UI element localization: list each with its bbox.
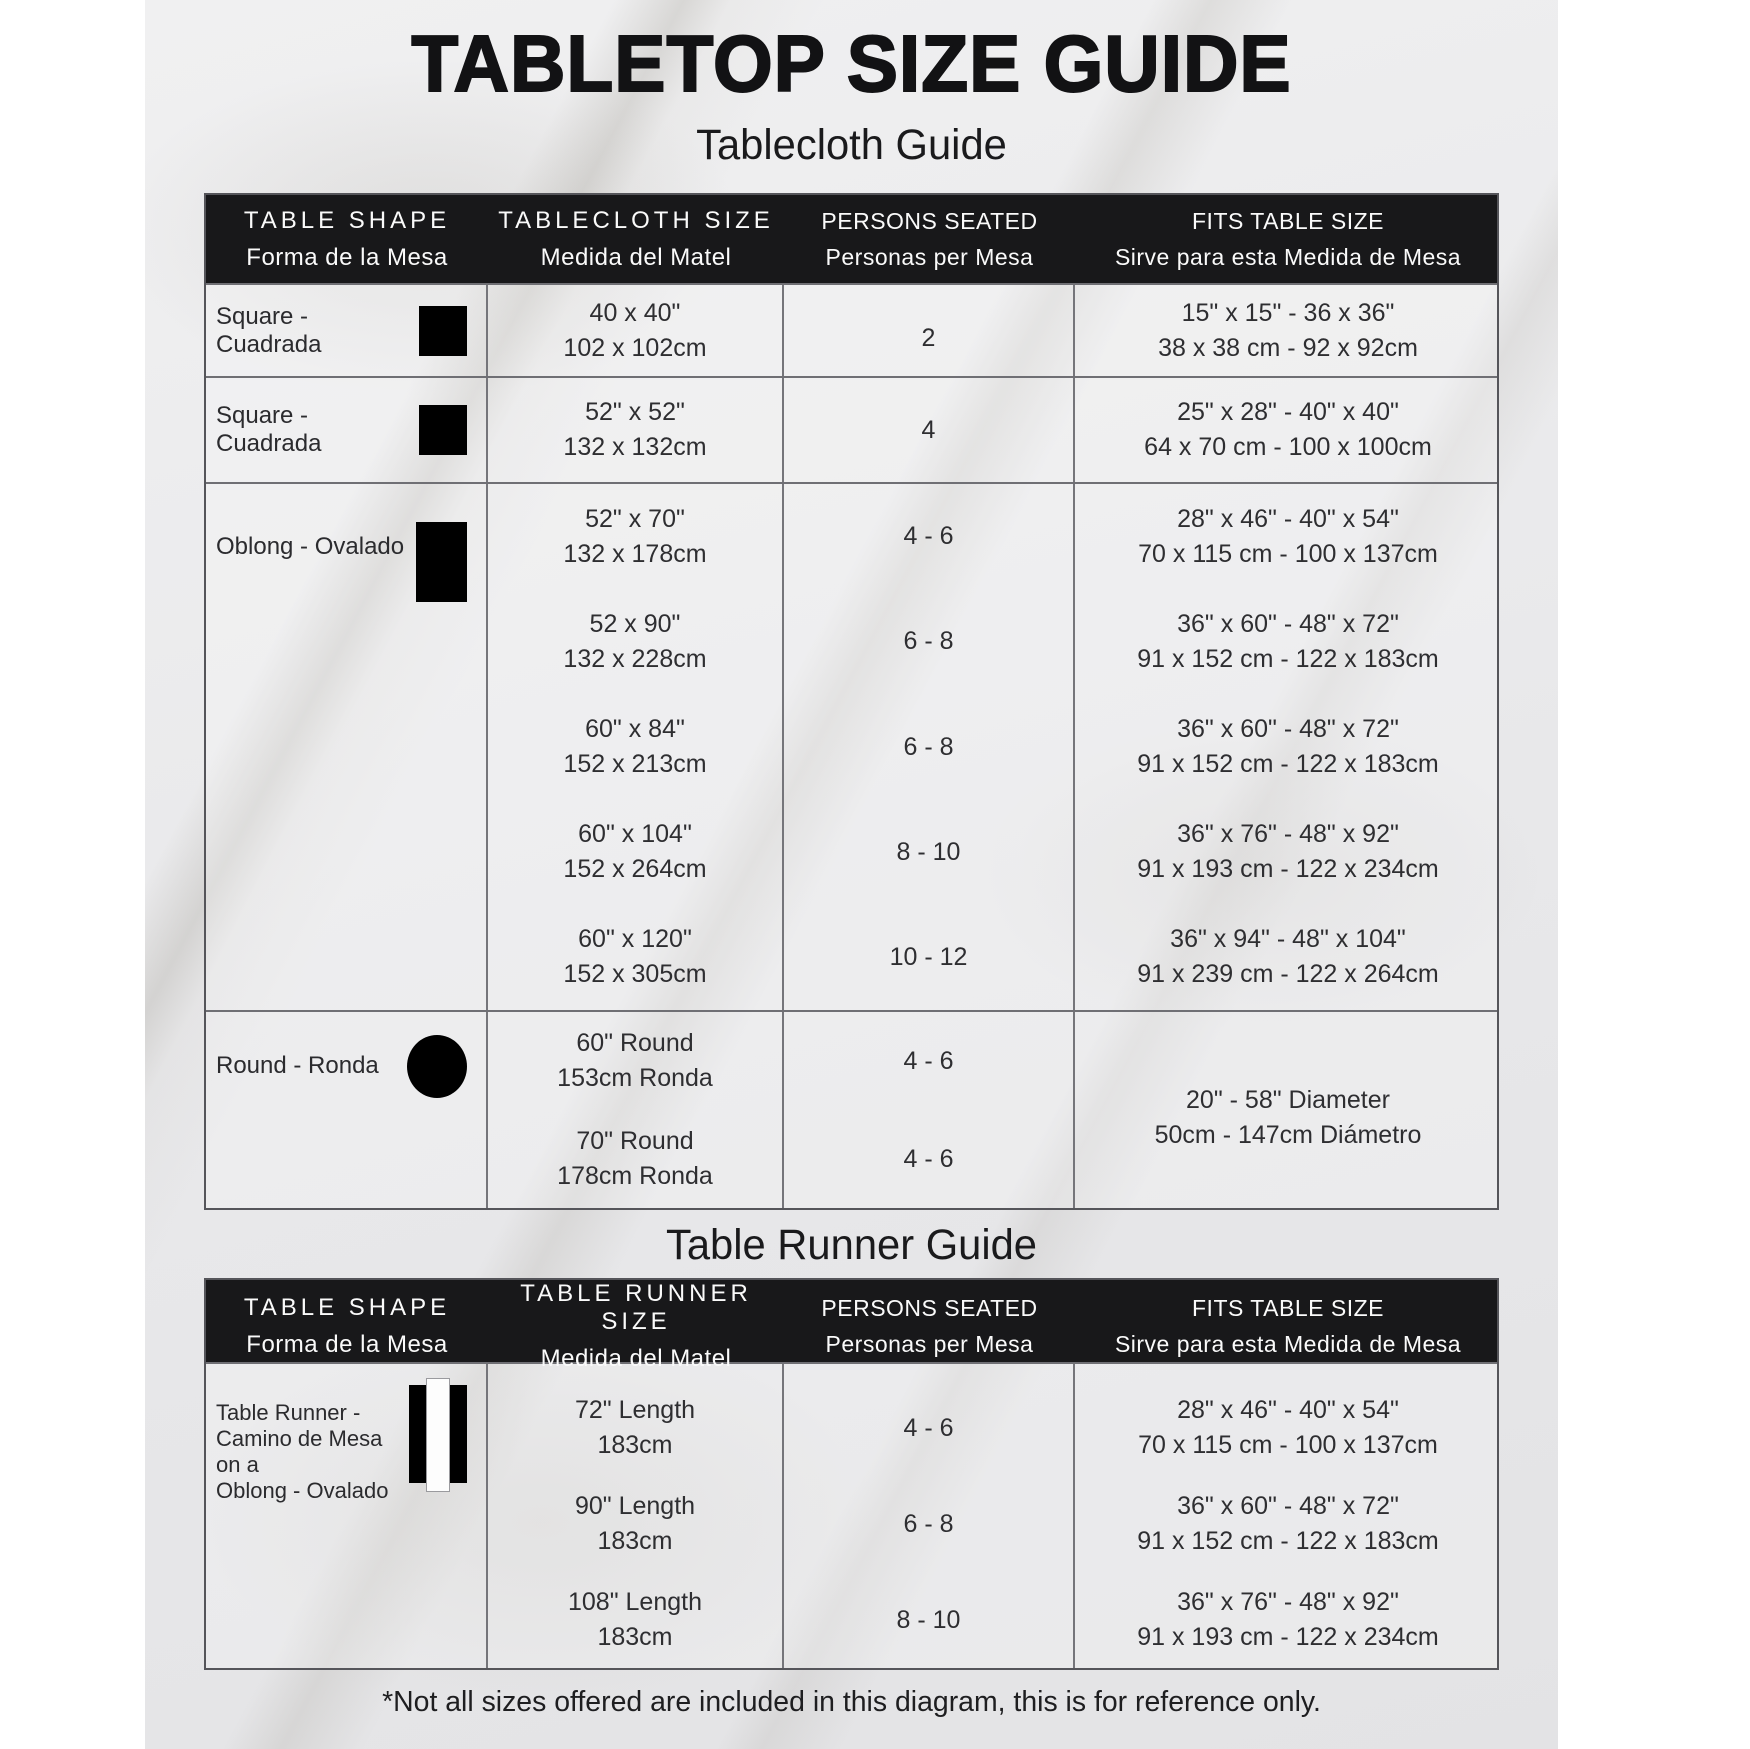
header-persons-seated-en: PERSONS SEATED <box>821 1295 1038 1321</box>
fits-inches: 28" x 46" - 40" x 54" <box>1177 1396 1399 1424</box>
fits-cell <box>1075 1364 1501 1668</box>
size-cm: 183cm <box>597 1527 673 1555</box>
size-inches: 60" Round <box>576 1029 694 1057</box>
size-cell <box>488 1012 784 1208</box>
tablecloth-guide-table <box>204 193 1499 1210</box>
size-cm: 132 x 178cm <box>563 539 707 568</box>
shape-label: Square - Cuadrada <box>216 302 322 358</box>
fits-cell <box>1075 1012 1501 1208</box>
header-tablecloth-size <box>488 195 784 283</box>
fits-cm: 91 x 152 cm - 122 x 183cm <box>1137 644 1439 673</box>
header-table-runner-size <box>488 1280 784 1373</box>
table-row-square-52 <box>206 376 1497 482</box>
square-icon <box>419 306 467 356</box>
header-table-shape <box>206 1280 488 1373</box>
header-persons-seated-es: Personas per Mesa <box>825 243 1034 270</box>
runner-stripe <box>426 1378 450 1492</box>
header-fits-table-size <box>1075 1280 1501 1373</box>
size-inches: 52" x 52" <box>585 398 685 426</box>
fits-inches: 20" - 58" Diameter <box>1186 1086 1390 1114</box>
square-icon <box>419 405 467 455</box>
shape-label-line3: on a <box>216 1451 259 1477</box>
fits-cm: 91 x 152 cm - 122 x 183cm <box>1137 750 1439 778</box>
table-row-runner <box>206 1362 1497 1668</box>
footnote: *Not all sizes offered are included in this diagram, this is for reference only. <box>382 1686 1321 1718</box>
header-fits-table-size-es: Sirve para esta Medida de Mesa <box>1114 1331 1462 1357</box>
shape-cell <box>206 484 488 1010</box>
size-inches: 60" x 104" <box>578 820 692 849</box>
size-cm: 153cm Ronda <box>557 1064 713 1092</box>
header-fits-table-size-en: FITS TABLE SIZE <box>1192 207 1384 234</box>
fits-cm: 64 x 70 cm - 100 x 100cm <box>1144 433 1432 461</box>
size-cm: 132 x 228cm <box>563 644 707 673</box>
table-runner-guide-title: Table Runner Guide <box>666 1221 1037 1269</box>
header-persons-seated-en: PERSONS SEATED <box>821 207 1038 234</box>
size-cm: 152 x 213cm <box>563 750 707 778</box>
shape-cell <box>206 1364 488 1668</box>
table-row-oblong <box>206 482 1497 1010</box>
fits-inches: 15" x 15" - 36 x 36" <box>1181 298 1395 327</box>
circle-icon <box>407 1035 467 1098</box>
table-runner-guide-table <box>204 1278 1499 1670</box>
table-runner-icon <box>409 1385 467 1483</box>
persons-value: 8 - 10 <box>896 1605 961 1634</box>
persons-value: 4 - 6 <box>903 1144 954 1173</box>
fits-cell <box>1075 484 1501 1010</box>
shape-cell <box>206 1012 488 1208</box>
header-table-shape-es: Forma de la Mesa <box>246 243 448 271</box>
persons-value: 4 - 6 <box>903 522 954 551</box>
header-table-shape-en: TABLE SHAPE <box>243 1294 451 1321</box>
persons-value: 8 - 10 <box>896 837 961 866</box>
size-cm: 102 x 102cm <box>563 333 707 362</box>
header-table-shape <box>206 195 488 283</box>
shape-cell <box>206 285 488 376</box>
size-cm: 152 x 264cm <box>563 855 707 884</box>
persons-value: 10 - 12 <box>889 942 968 971</box>
shape-label <box>216 1400 388 1504</box>
size-inches: 52" x 70" <box>585 504 685 533</box>
header-persons-seated-es: Personas per Mesa <box>825 1331 1034 1357</box>
fits-inches: 36" x 76" - 48" x 92" <box>1177 1588 1399 1616</box>
oblong-icon <box>416 522 467 602</box>
table-row-square-40 <box>206 283 1497 376</box>
fits-inches: 36" x 76" - 48" x 92" <box>1177 820 1399 849</box>
shape-label: Square - Cuadrada <box>216 402 322 457</box>
fits-cm: 91 x 239 cm - 122 x 264cm <box>1137 960 1439 989</box>
size-inches: 52 x 90" <box>589 609 681 638</box>
size-cm: 183cm <box>597 1431 673 1459</box>
persons-cell <box>784 378 1075 482</box>
header-persons-seated <box>784 1280 1075 1373</box>
fits-cm: 70 x 115 cm - 100 x 137cm <box>1138 1431 1438 1459</box>
size-inches: 72" Length <box>574 1396 696 1424</box>
size-cell <box>488 1364 784 1668</box>
size-cm: 152 x 305cm <box>563 960 707 989</box>
size-cell <box>488 378 784 482</box>
shape-cell <box>206 378 488 482</box>
tablecloth-header-row <box>206 195 1497 283</box>
persons-cell <box>784 484 1075 1010</box>
fits-cm: 70 x 115 cm - 100 x 137cm <box>1138 539 1438 568</box>
fits-inches: 36" x 60" - 48" x 72" <box>1177 1492 1399 1520</box>
persons-cell <box>784 1364 1075 1668</box>
fits-cm: 50cm - 147cm Diámetro <box>1154 1121 1422 1149</box>
size-cell <box>488 285 784 376</box>
page-title: TABLETOP SIZE GUIDE <box>411 19 1292 108</box>
fits-inches: 25" x 28" - 40" x 40" <box>1177 398 1399 426</box>
persons-value: 2 <box>921 324 936 352</box>
header-table-runner-size-es: Medida del Matel <box>540 1345 732 1372</box>
fits-inches: 36" x 60" - 48" x 72" <box>1177 715 1399 743</box>
fits-cm: 91 x 193 cm - 122 x 234cm <box>1137 1623 1439 1651</box>
size-inches: 108" Length <box>568 1588 702 1616</box>
fits-inches: 36" x 94" - 48" x 104" <box>1170 925 1406 954</box>
size-inches: 40 x 40" <box>589 298 681 327</box>
header-tablecloth-size-es: Medida del Matel <box>540 243 732 271</box>
shape-label: Round - Ronda <box>216 1052 379 1079</box>
fits-cell <box>1075 285 1501 376</box>
size-inches: 60" x 120" <box>578 925 692 954</box>
runner-header-row <box>206 1280 1497 1372</box>
fits-cell <box>1075 378 1501 482</box>
shape-label-line1: Table Runner - <box>216 1400 361 1425</box>
fits-cm: 91 x 193 cm - 122 x 234cm <box>1137 855 1439 884</box>
persons-value: 6 - 8 <box>903 627 954 656</box>
marble-background <box>145 0 1558 1749</box>
header-persons-seated <box>784 195 1075 283</box>
size-cm: 183cm <box>597 1623 673 1651</box>
header-fits-table-size-es: Sirve para esta Medida de Mesa <box>1114 243 1462 270</box>
size-inches: 70" Round <box>576 1127 694 1155</box>
persons-cell <box>784 1012 1075 1208</box>
persons-value: 4 - 6 <box>903 1413 954 1442</box>
fits-inches: 36" x 60" - 48" x 72" <box>1177 609 1399 638</box>
size-cell <box>488 484 784 1010</box>
shape-label: Oblong - Ovalado <box>216 533 405 560</box>
persons-value: 6 - 8 <box>903 1509 954 1538</box>
fits-inches: 28" x 46" - 40" x 54" <box>1177 504 1399 533</box>
size-inches: 90" Length <box>574 1492 696 1520</box>
persons-value: 6 - 8 <box>903 732 954 761</box>
size-inches: 60" x 84" <box>585 715 685 743</box>
header-table-shape-en: TABLE SHAPE <box>243 206 451 234</box>
shape-label-line4: Oblong - Ovalado <box>216 1477 389 1503</box>
header-fits-table-size <box>1075 195 1501 283</box>
tablecloth-guide-title: Tablecloth Guide <box>696 121 1007 169</box>
size-cm: 132 x 132cm <box>563 433 707 461</box>
fits-cm: 91 x 152 cm - 122 x 183cm <box>1137 1527 1439 1555</box>
fits-cm: 38 x 38 cm - 92 x 92cm <box>1158 333 1418 362</box>
header-fits-table-size-en: FITS TABLE SIZE <box>1192 1295 1384 1321</box>
shape-label-line2: Camino de Mesa <box>216 1425 383 1451</box>
persons-value: 4 <box>921 415 936 444</box>
size-cm: 178cm Ronda <box>557 1162 713 1190</box>
header-tablecloth-size-en: TABLECLOTH SIZE <box>498 206 774 234</box>
persons-value: 4 - 6 <box>903 1046 954 1075</box>
header-table-runner-size-en: TABLE RUNNER SIZE <box>520 1280 752 1335</box>
persons-cell <box>784 285 1075 376</box>
header-table-shape-es: Forma de la Mesa <box>246 1331 448 1358</box>
table-row-round <box>206 1010 1497 1208</box>
